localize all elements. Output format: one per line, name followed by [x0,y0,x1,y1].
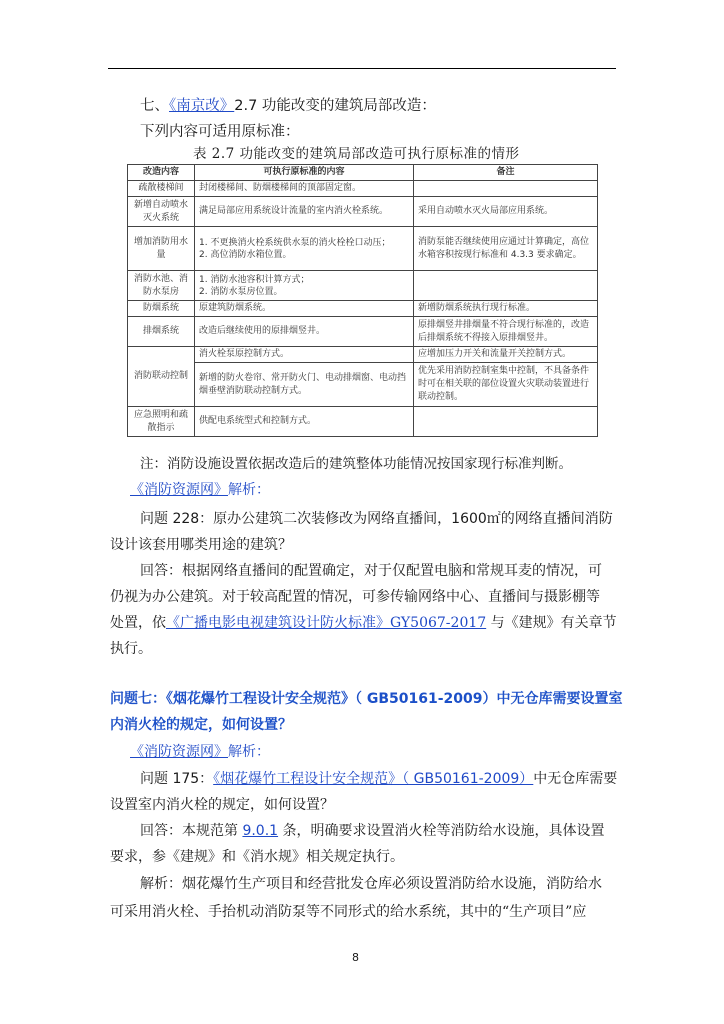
table-row [128,181,598,197]
table-header-cell: 备注 [414,165,598,181]
q228-answer-line: 执行。 [110,641,152,657]
table-cell: 防烟系统 [128,301,195,317]
q228-answer-line [110,613,617,633]
table-cell [414,407,598,437]
table-cell: 疏散楼梯间 [128,181,195,197]
q228-answer-line: 回答：根据网络直播间的配置确定，对于仅配置电脑和常规耳麦的情况，可 [140,563,602,579]
table-cell: 满足局部应用系统设计流量的室内消火栓系统。 [195,197,414,227]
table-cell: 采用自动喷水灭火局部应用系统。 [414,197,598,227]
q228-line: 问题 228：原办公建筑二次装修改为网络直播间，1600㎡的网络直播间消防 [140,511,613,527]
analysis-suffix: 解析： [228,482,270,498]
q228-answer-line: 仍视为办公建筑。对于较高配置的情况，可参传输网络中心、直播间与摄影棚等 [110,589,600,605]
analysis-heading-2 [130,742,270,762]
table-row [128,363,598,407]
q228-line: 设计该套用哪类用途的建筑？ [110,537,292,553]
q175-suffix: 中无仓库需要 [533,771,618,787]
q175-analysis-line: 可采用消火栓、手抬机动消防泵等不同形式的给水系统，其中的“生产项目”应 [110,904,587,920]
standards-table [127,164,598,437]
q7-heading: 问题七：《烟花爆竹工程设计安全规范》（ GB50161-2009）中无仓库需要设置室 [110,691,623,707]
table-cell: 原排烟竖井排烟量不符合现行标准的，改造后排烟系统不得接入原排烟竖井。 [414,317,598,347]
q175-line: 设置室内消火栓的规定，如何设置？ [110,797,334,813]
section-heading [140,96,436,116]
table-cell [195,227,414,271]
q7-heading: 内消火栓的规定，如何设置？ [110,717,292,733]
table-cell: 消防泵能否继续使用应通过计算确定，高位水箱容积按现行标准和 4.3.3 要求确定。 [414,227,598,271]
nanjing-link[interactable]: 《南京改》 [169,98,235,114]
table-cell: 排烟系统 [128,317,195,347]
table-cell [195,271,414,301]
table-cell: 消防联动控制 [128,347,195,407]
table-cell: 新增的防火卷帘、常开防火门、电动排烟窗、电动挡烟垂壁消防联动控制方式。 [195,363,414,407]
table-cell: 改造后继续使用的原排烟竖井。 [195,317,414,347]
table-row [128,407,598,437]
table-cell: 增加消防用水量 [128,227,195,271]
table-cell: 封闭楼梯间、防烟楼梯间的顶部固定窗。 [195,181,414,197]
q175-answer-line [140,821,605,841]
clause-link[interactable]: 9.0.1 [242,823,279,839]
list-item: 2. 消防水泵房位置。 [199,286,283,297]
table-row [128,197,598,227]
answer-text: 条，明确要求设置消火栓等消防给水设施，具体设置 [278,823,605,839]
xfzy-link[interactable]: 《消防资源网》 [130,744,228,760]
table-header-cell: 改造内容 [128,165,195,181]
table-note: 注：消防设施设置依据改造后的建筑整体功能情况按国家现行标准判断。 [140,456,572,472]
analysis-suffix: 解析： [228,744,270,760]
gy5067-link[interactable]: 《广播电影电视建筑设计防火标准》GY5067-2017 [166,615,487,631]
list-item: 1. 消防水池容积计算方式； [199,274,310,285]
section-intro: 下列内容可适用原标准： [140,124,300,140]
q175-answer-line: 要求，参《建规》和《消水规》相关规定执行。 [110,849,404,865]
answer-text: 与《建规》有关章节 [486,615,617,631]
table-row [128,347,598,363]
table-cell: 消防水池、消防水泵房 [128,271,195,301]
table-row [128,271,598,301]
table-header-row [128,165,598,181]
analysis-heading-1 [130,480,270,500]
table-cell: 新增防烟系统执行现行标准。 [414,301,598,317]
table-header-cell: 可执行原标准的内容 [195,165,414,181]
table-row [128,227,598,271]
list-item: 1. 不更换消火栓系统供水泵的消火栓栓口动压； [199,237,391,248]
table-cell [414,181,598,197]
table-cell: 优先采用消防控制室集中控制，不具备条件时可在相关联的部位设置火灾联动装置进行联动控制。 [414,363,598,407]
answer-text: 回答：本规范第 [140,823,243,839]
xfzy-link[interactable]: 《消防资源网》 [130,482,228,498]
section-prefix: 七、 [140,98,169,114]
answer-text: 处置，依 [110,615,166,631]
q175-line [140,769,617,789]
header-rule [108,68,616,69]
table-caption: 表 2.7 功能改变的建筑局部改造可执行原标准的情形 [193,146,520,162]
table-cell: 应增加压力开关和流量开关控制方式。 [414,347,598,363]
table-cell: 消火栓泵原控制方式。 [195,347,414,363]
table-cell: 原建筑防烟系统。 [195,301,414,317]
gb50161-link[interactable]: 《烟花爆竹工程设计安全规范》（ GB50161-2009） [213,771,534,787]
table-cell: 应急照明和疏散指示 [128,407,195,437]
section-title: 2.7 功能改变的建筑局部改造： [234,98,436,114]
table-cell: 新增自动喷水灭火系统 [128,197,195,227]
table-row [128,301,598,317]
table-cell [414,271,598,301]
table-cell: 供配电系统型式和控制方式。 [195,407,414,437]
q175-prefix: 问题 175： [140,771,214,787]
page-number: 8 [352,951,359,964]
list-item: 2. 高位消防水箱位置。 [199,249,292,260]
q175-analysis-line: 解析：烟花爆竹生产项目和经营批发仓库必须设置消防给水设施，消防给水 [140,876,602,892]
table-row [128,317,598,347]
